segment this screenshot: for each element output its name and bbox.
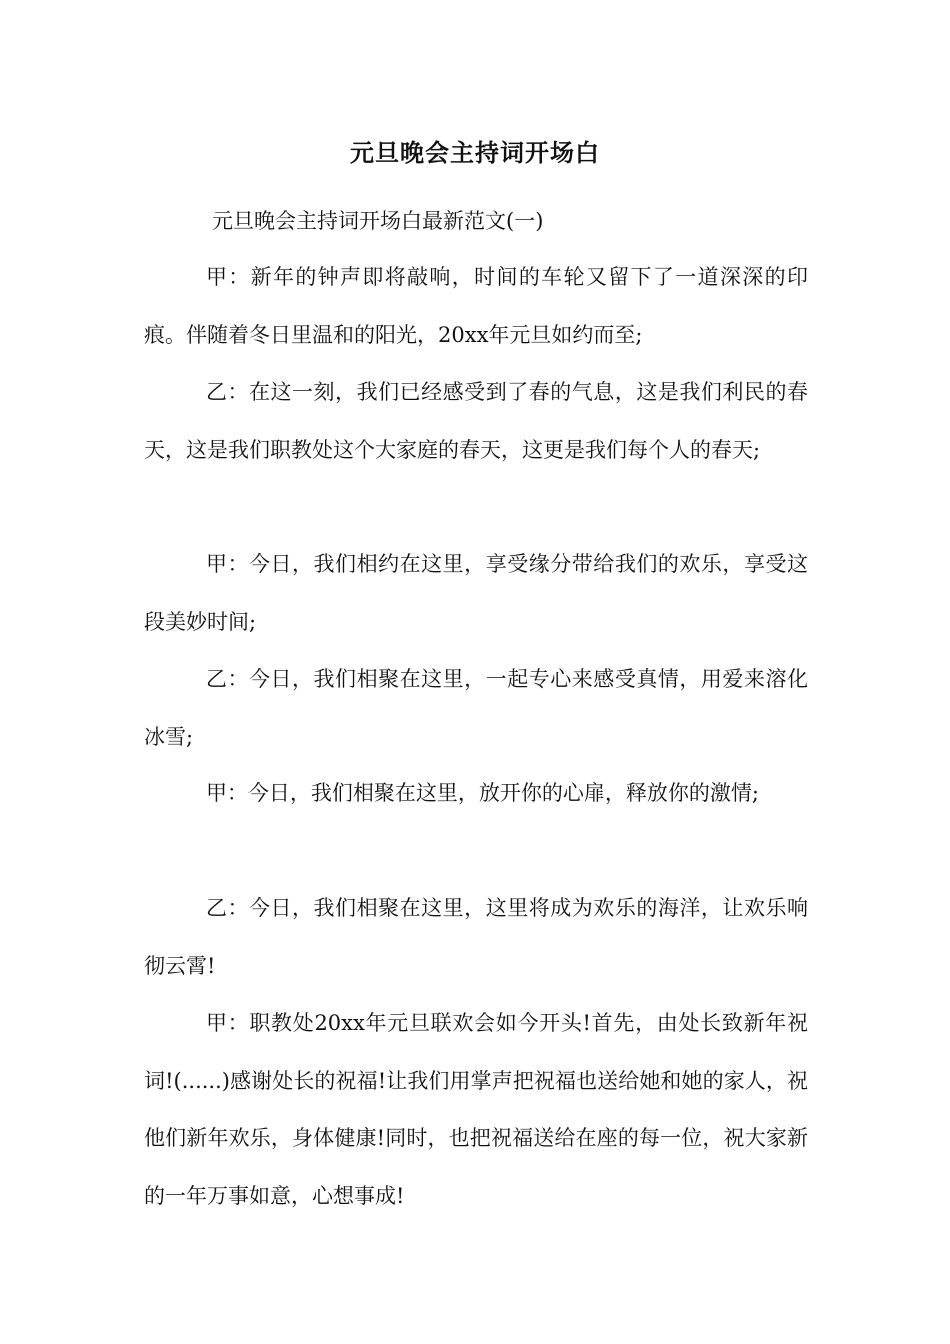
paragraph-4: 乙：今日，我们相聚在这里，一起专心来感受真情，用爱来溶化冰雪; — [144, 667, 808, 749]
paragraph-7: 甲：职教处20xx年元旦联欢会如今开头!首先，由处长致新年祝词!(......)感谢处长的祝福!让我们用掌声把祝福也送给她和她的家人，祝他们新年欢乐，身体健康!同时，也把祝福送给在座的每一位，祝大家新的一年万事如意，心想事成! — [144, 1011, 808, 1208]
paragraph-6: 乙：今日，我们相聚在这里，这里将成为欢乐的海洋，让欢乐响彻云霄! — [144, 896, 808, 978]
paragraph-5: 甲：今日，我们相聚在这里，放开你的心扉，释放你的激情; — [205, 781, 760, 805]
paragraph-3: 甲：今日，我们相约在这里，享受缘分带给我们的欢乐，享受这段美妙时间; — [144, 552, 808, 634]
paragraph-2: 乙：在这一刻，我们已经感受到了春的气息，这是我们利民的春天，这是我们职教处这个大家庭的春天，这更是我们每个人的春天; — [144, 380, 808, 462]
document-title: 元旦晚会主持词开场白 — [350, 138, 600, 167]
paragraph-1: 甲：新年的钟声即将敲响，时间的车轮又留下了一道深深的印痕。伴随着冬日里温和的阳光，20xx年元旦如约而至; — [144, 265, 808, 347]
document-subtitle: 元旦晚会主持词开场白最新范文(一) — [212, 209, 544, 233]
